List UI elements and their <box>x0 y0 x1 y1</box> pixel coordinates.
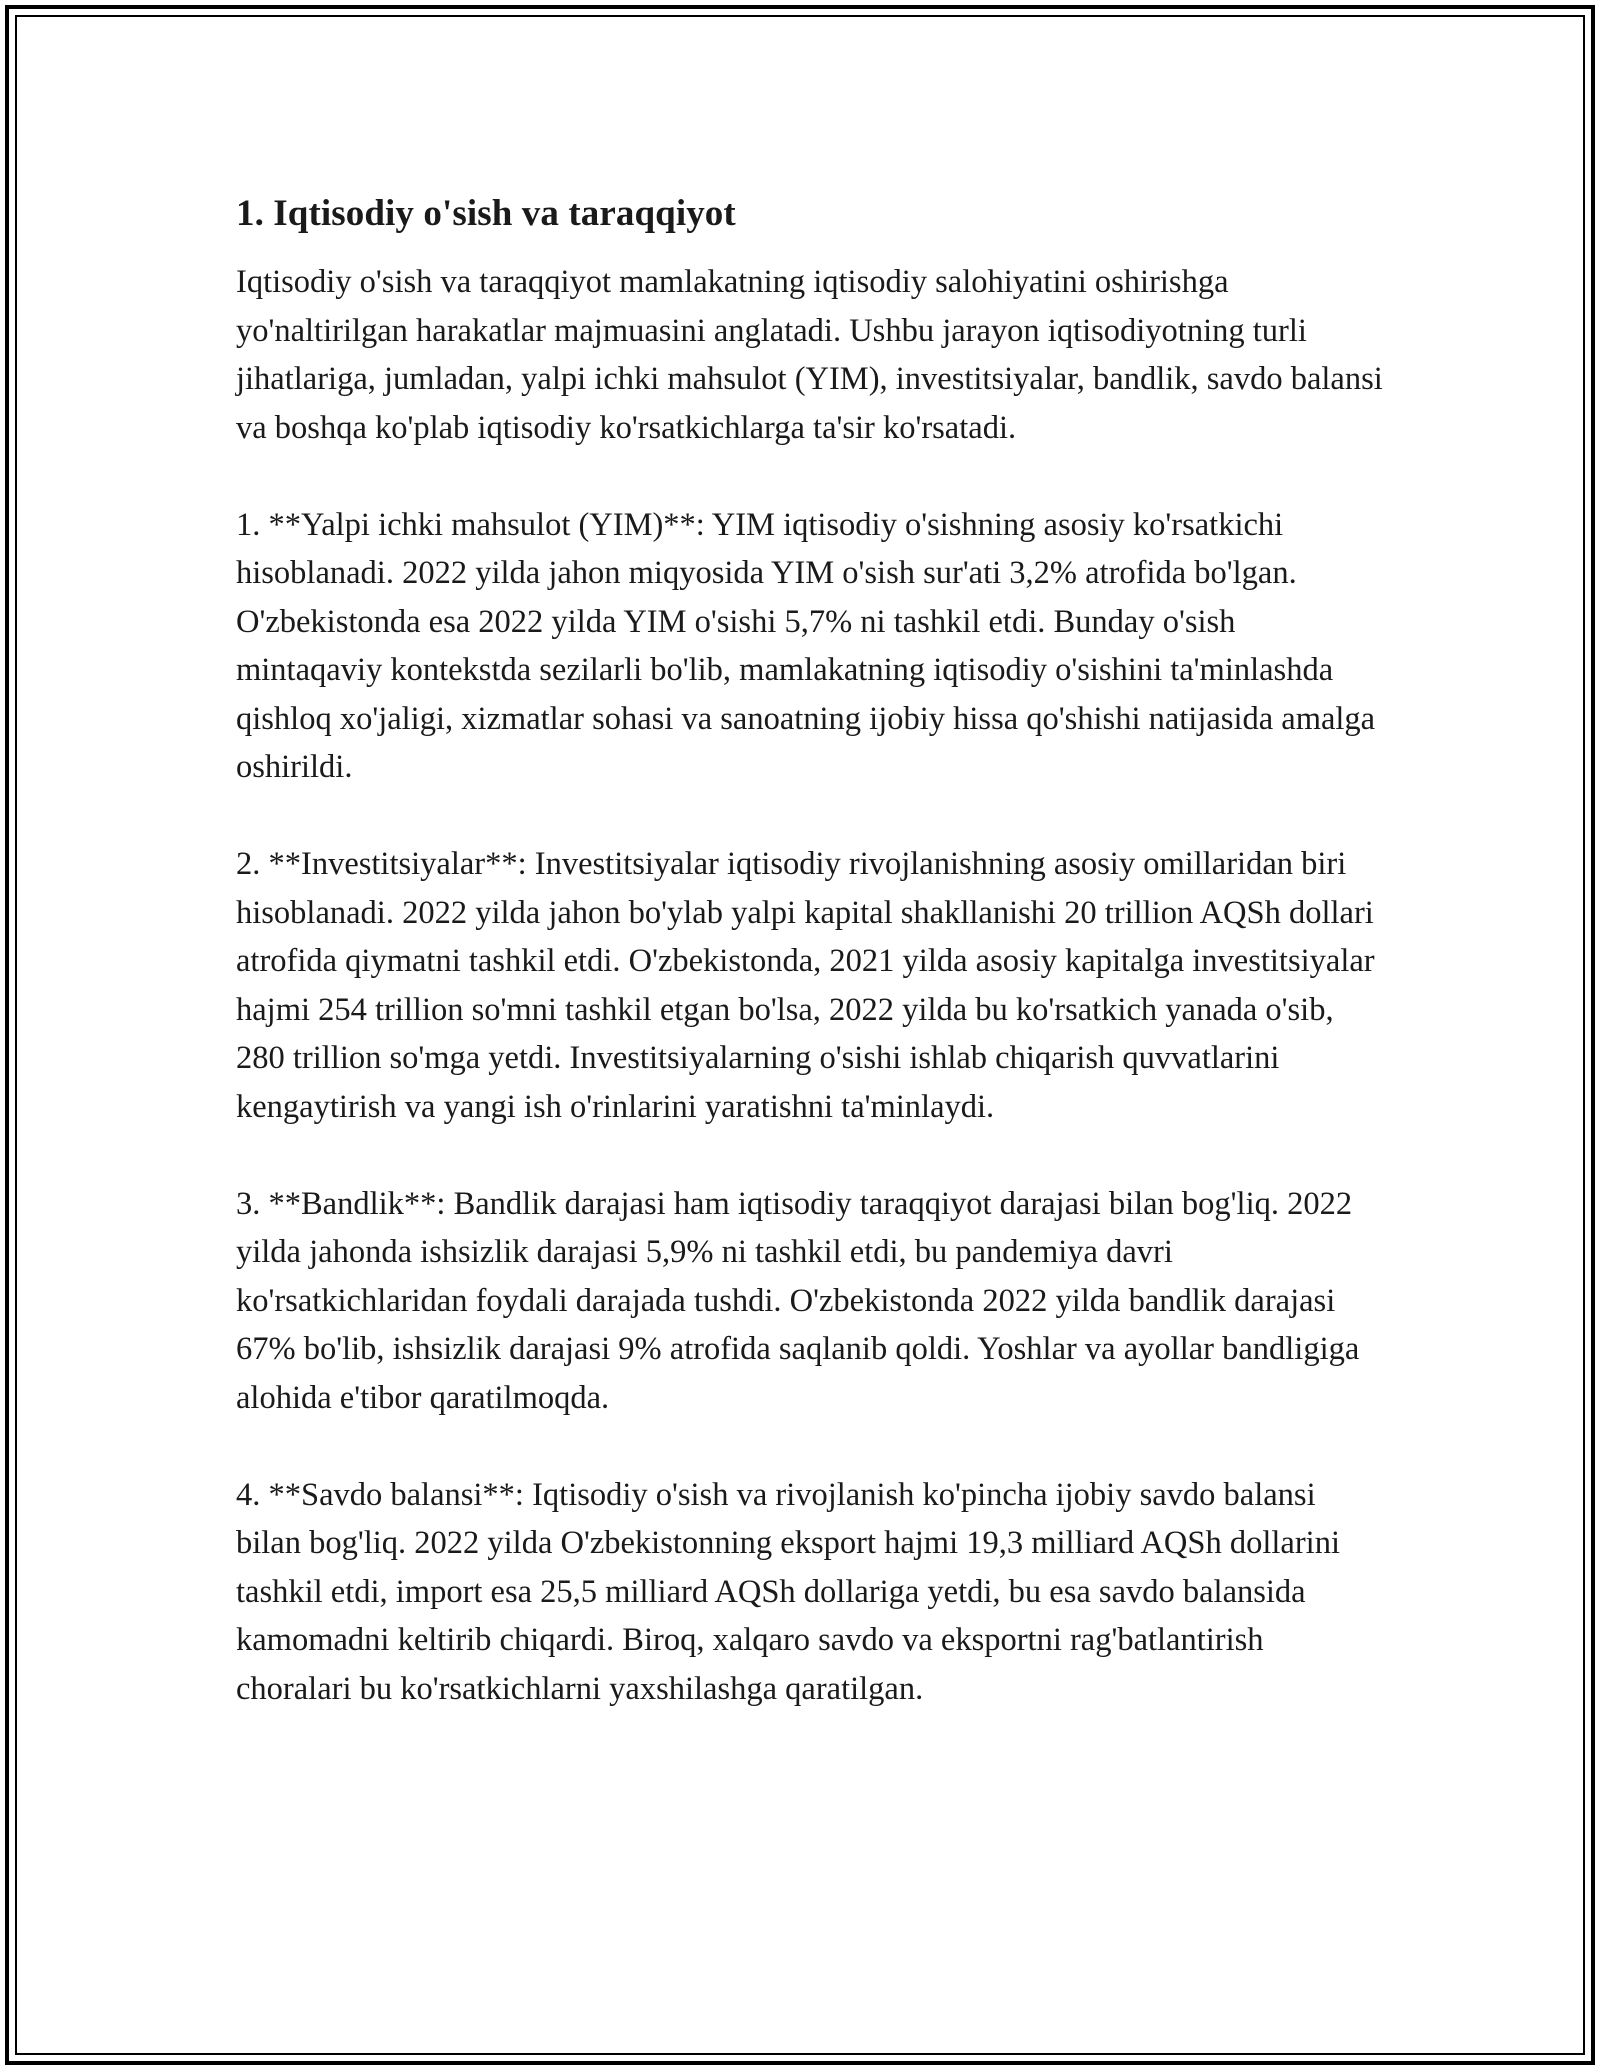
item-trade-balance-paragraph: 4. **Savdo balansi**: Iqtisodiy o'sish va rivojlanish ko'pincha ijobiy savdo balansi bilan bog'liq. 2022 yilda O'zbekistonning eksport hajmi 19,3 milliard AQSh dollarini tashkil etdi, import esa 25,5 milliard AQSh dollariga yetdi, bu esa savdo balansida kamomadni keltirib chiqardi. Biroq, xalqaro savdo va eksportni rag'batlantirish choralari bu ko'rsatkichlarni yaxshilashga qaratilgan. <box>236 1476 1340 1707</box>
intro-paragraph: Iqtisodiy o'sish va taraqqiyot mamlakatning iqtisodiy salohiyatini oshirishga yo'naltirilgan harakatlar majmuasini anglatadi. Ushbu jarayon iqtisodiyotning turli jihatlariga, jumladan, yalpi ichki mahsulot (YIM), investitsiyalar, bandlik, savdo balansi va boshqa ko'plab iqtisodiy ko'rsatkichlarga ta'sir ko'rsatadi. <box>236 264 1383 446</box>
item-investments-paragraph: 2. **Investitsiyalar**: Investitsiyalar iqtisodiy rivojlanishning asosiy omillaridan biri hisoblanadi. 2022 yilda jahon bo'ylab yalpi kapital shakllanishi 20 trillion AQSh dollari atrofida qiymatni tashkil etdi. O'zbekistonda, 2021 yilda asosiy kapitalga investitsiyalar hajmi 254 trillion so'mni tashkil etgan bo'lsa, 2022 yilda bu ko'rsatkich yanada o'sib, 280 trillion so'mga yetdi. Investitsiyalarning o'sishi ishlab chiqarish quvvatlarini kengaytirish va yangi ish o'rinlarini yaratishni ta'minlaydi. <box>236 846 1375 1125</box>
document-body <box>236 190 1386 1713</box>
item-gdp-paragraph: 1. **Yalpi ichki mahsulot (YIM)**: YIM iqtisodiy o'sishning asosiy ko'rsatkichi hisoblanadi. 2022 yilda jahon miqyosida YIM o'sish sur'ati 3,2% atrofida bo'lgan. O'zbekistonda esa 2022 yilda YIM o'sishi 5,7% ni tashkil etdi. Bunday o'sish mintaqaviy kontekstda sezilarli bo'lib, mamlakatning iqtisodiy o'sishini ta'minlashda qishloq xo'jaligi, xizmatlar sohasi va sanoatning ijobiy hissa qo'shishi natijasida amalga oshirildi. <box>236 506 1376 785</box>
item-employment-paragraph: 3. **Bandlik**: Bandlik darajasi ham iqtisodiy taraqqiyot darajasi bilan bog'liq. 2022 yilda jahonda ishsizlik darajasi 5,9% ni tashkil etdi, bu pandemiya davri ko'rsatkichlaridan foydali darajada tushdi. O'zbekistonda 2022 yilda bandlik darajasi 67% bo'lib, ishsizlik darajasi 9% atrofida saqlanib qoldi. Yoshlar va ayollar bandligiga alohida e'tibor qaratilmoqda. <box>236 1185 1360 1416</box>
section-title: 1. Iqtisodiy o'sish va taraqqiyot <box>236 193 736 234</box>
